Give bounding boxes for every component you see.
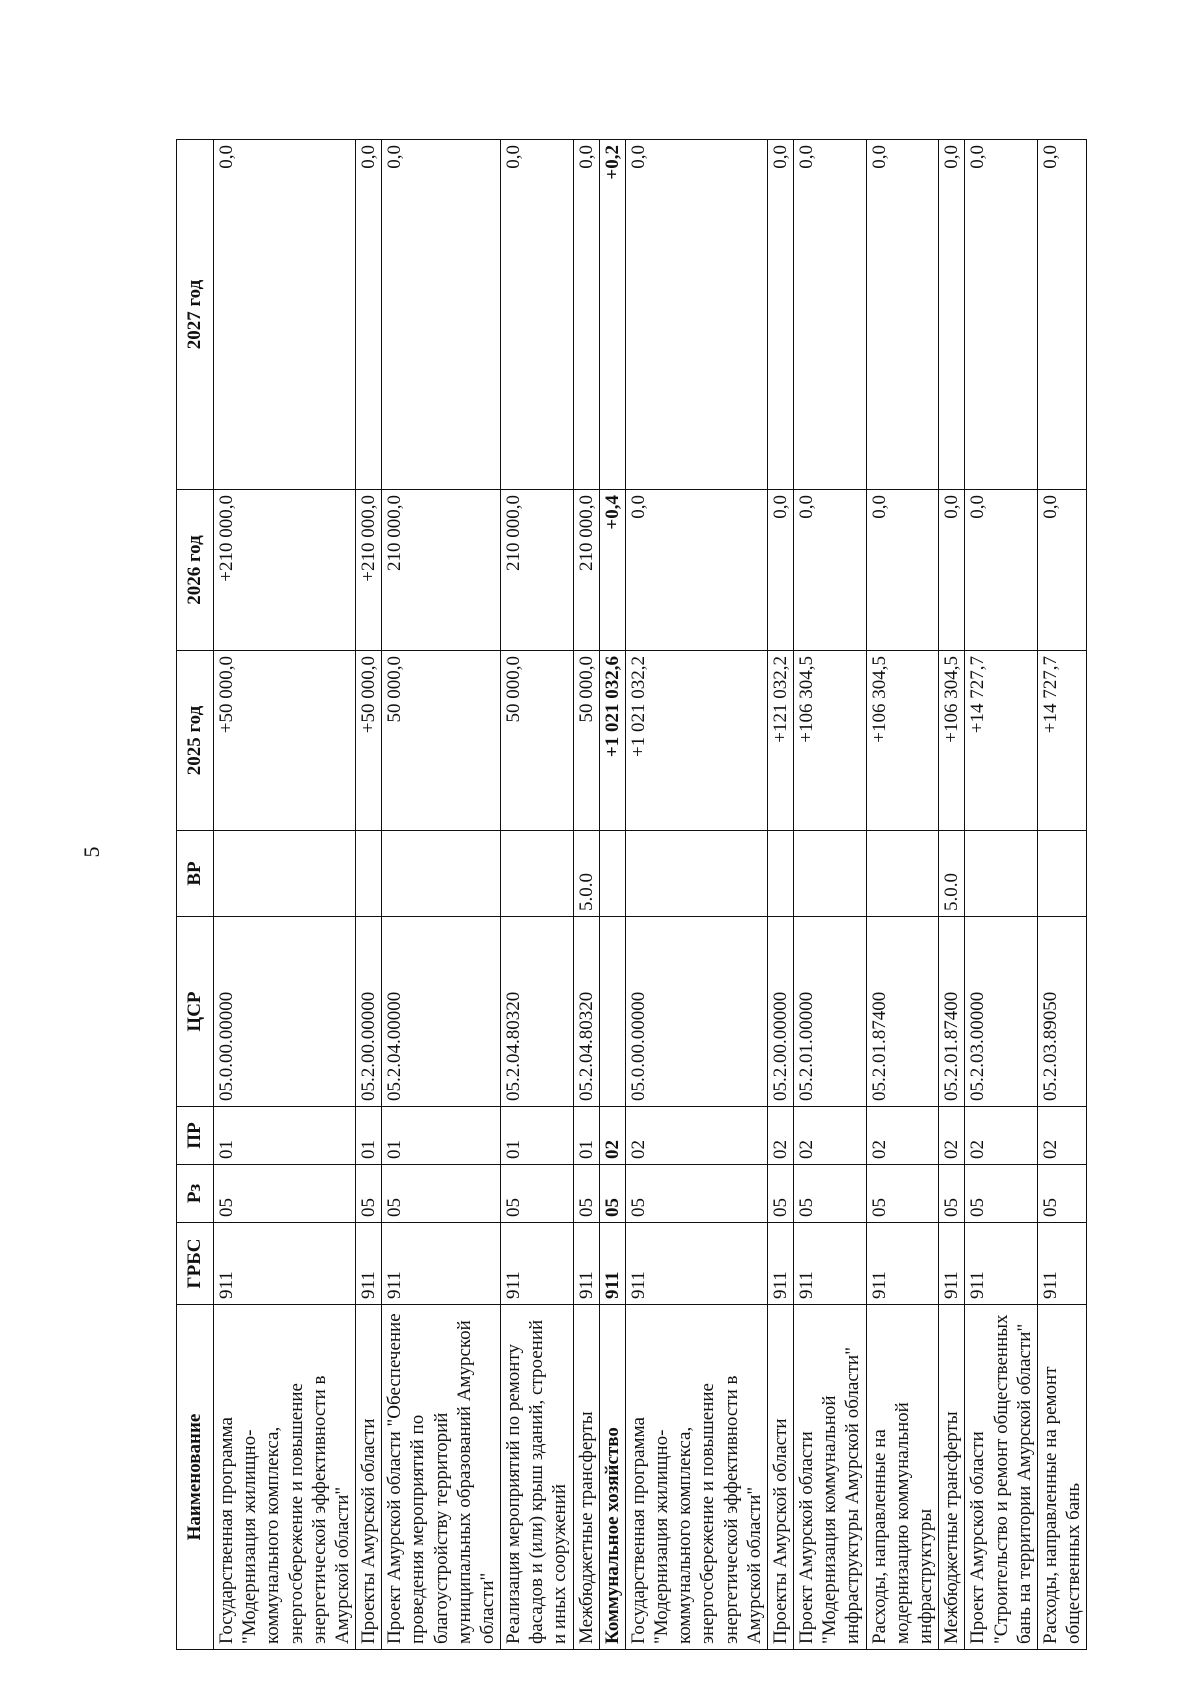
table-row [767,140,793,1650]
cell-2026: 0,0 [866,490,939,651]
cell-name: Государственная программа "Модернизация жилищно-коммунального комплекса, энергосбережение и повышение энергетической эффективности в Амурской области" [625,1305,767,1650]
header-pr: ПР [177,1107,214,1165]
cell-vr [214,831,356,917]
cell-2026: +210 000,0 [356,490,382,651]
table-row [965,140,1038,1650]
budget-table [176,139,1087,1650]
cell-grbs: 911 [356,1223,382,1305]
cell-2026: 0,0 [625,490,767,651]
cell-2025: +106 304,5 [939,651,965,831]
cell-vr [382,831,501,917]
cell-pr: 01 [501,1107,574,1165]
cell-2027: 0,0 [573,140,599,490]
cell-grbs: 911 [625,1223,767,1305]
cell-rz: 05 [767,1165,793,1223]
cell-pr: 02 [625,1107,767,1165]
cell-2025: 50 000,0 [573,651,599,831]
cell-2025: +106 304,5 [794,651,867,831]
cell-grbs: 911 [501,1223,574,1305]
cell-vr [599,831,625,917]
table-row [382,140,501,1650]
table-row [866,140,939,1650]
cell-grbs: 911 [599,1223,625,1305]
cell-name: Государственная программа "Модернизация жилищно-коммунального комплекса, энергосбережение и повышение энергетической эффективности в Амурской области" [214,1305,356,1650]
cell-pr: 01 [573,1107,599,1165]
cell-2025: +50 000,0 [356,651,382,831]
cell-2026: 210 000,0 [382,490,501,651]
cell-csr: 05.0.00.00000 [625,917,767,1107]
cell-vr [501,831,574,917]
table-row [599,140,625,1650]
cell-vr [794,831,867,917]
cell-csr: 05.2.01.87400 [939,917,965,1107]
cell-2027: 0,0 [501,140,574,490]
cell-pr: 02 [599,1107,625,1165]
cell-csr: 05.2.03.00000 [965,917,1038,1107]
cell-vr [866,831,939,917]
cell-vr [767,831,793,917]
cell-rz: 05 [625,1165,767,1223]
cell-grbs: 911 [965,1223,1038,1305]
cell-name: Расходы, направленные на модернизацию коммунальной инфраструктуры [866,1305,939,1650]
cell-csr: 05.2.01.87400 [866,917,939,1107]
cell-pr: 01 [382,1107,501,1165]
cell-name: Проект Амурской области "Модернизация коммунальной инфраструктуры Амурской области" [794,1305,867,1650]
cell-vr [356,831,382,917]
cell-2027: 0,0 [965,140,1038,490]
cell-name: Проект Амурской области "Строительство и ремонт общественных бань на территории Амурской области" [965,1305,1038,1650]
cell-2027: 0,0 [625,140,767,490]
cell-pr: 01 [214,1107,356,1165]
cell-2027: 0,0 [767,140,793,490]
cell-2025: +106 304,5 [866,651,939,831]
cell-name: Реализация мероприятий по ремонту фасадов и (или) крыш зданий, строений и иных сооружений [501,1305,574,1650]
cell-rz: 05 [794,1165,867,1223]
header-csr: ЦСР [177,917,214,1107]
cell-2025: +1 021 032,6 [599,651,625,831]
cell-rz: 05 [939,1165,965,1223]
header-2025: 2025 год [177,651,214,831]
cell-rz: 05 [356,1165,382,1223]
cell-2025: 50 000,0 [382,651,501,831]
cell-pr: 02 [794,1107,867,1165]
header-rz: Рз [177,1165,214,1223]
cell-2025: +121 032,2 [767,651,793,831]
table-row [625,140,767,1650]
header-name: Наименование [177,1305,214,1650]
cell-grbs: 911 [939,1223,965,1305]
cell-grbs: 911 [382,1223,501,1305]
cell-2025: +14 727,7 [1037,651,1086,831]
cell-name: Межбюджетные трансферты [573,1305,599,1650]
cell-2027: 0,0 [214,140,356,490]
header-2026: 2026 год [177,490,214,651]
cell-rz: 05 [382,1165,501,1223]
cell-rz: 05 [1037,1165,1086,1223]
cell-name: Проекты Амурской области [767,1305,793,1650]
cell-rz: 05 [573,1165,599,1223]
cell-vr: 5.0.0 [939,831,965,917]
cell-vr [965,831,1038,917]
cell-2026: +210 000,0 [214,490,356,651]
cell-rz: 05 [866,1165,939,1223]
page-number: 5 [79,846,104,858]
cell-pr: 02 [965,1107,1038,1165]
table-row [356,140,382,1650]
cell-pr: 02 [1037,1107,1086,1165]
cell-csr: 05.2.01.00000 [794,917,867,1107]
cell-vr [625,831,767,917]
cell-pr: 02 [866,1107,939,1165]
cell-2027: 0,0 [1037,140,1086,490]
cell-2026: 0,0 [939,490,965,651]
cell-grbs: 911 [767,1223,793,1305]
cell-rz: 05 [599,1165,625,1223]
cell-name: Коммунальное хозяйство [599,1305,625,1650]
cell-csr: 05.0.00.00000 [214,917,356,1107]
cell-pr: 01 [356,1107,382,1165]
cell-csr: 05.2.03.89050 [1037,917,1086,1107]
cell-pr: 02 [767,1107,793,1165]
table-body [214,140,1087,1650]
cell-rz: 05 [214,1165,356,1223]
table-row [573,140,599,1650]
cell-2026: 210 000,0 [573,490,599,651]
rotated-table-container [176,140,1085,1650]
cell-csr: 05.2.00.00000 [767,917,793,1107]
cell-name: Расходы, направленные на ремонт общественных бань [1037,1305,1086,1650]
table-row [794,140,867,1650]
cell-2026: 210 000,0 [501,490,574,651]
cell-2025: +1 021 032,2 [625,651,767,831]
cell-name: Проекты Амурской области [356,1305,382,1650]
cell-2027: 0,0 [794,140,867,490]
cell-vr [1037,831,1086,917]
cell-rz: 05 [501,1165,574,1223]
cell-2027: 0,0 [866,140,939,490]
cell-grbs: 911 [866,1223,939,1305]
cell-2027: 0,0 [939,140,965,490]
cell-2027: +0,2 [599,140,625,490]
table-row [501,140,574,1650]
header-vr: ВР [177,831,214,917]
cell-2026: 0,0 [1037,490,1086,651]
cell-name: Проект Амурской области "Обеспечение проведения мероприятий по благоустройству территорий муниципальных образований Амурской области" [382,1305,501,1650]
table-header-row [177,140,214,1650]
table-row [939,140,965,1650]
cell-2026: +0,4 [599,490,625,651]
cell-grbs: 911 [1037,1223,1086,1305]
cell-2026: 0,0 [794,490,867,651]
cell-csr [599,917,625,1107]
cell-csr: 05.2.04.80320 [573,917,599,1107]
cell-csr: 05.2.04.80320 [501,917,574,1107]
cell-2025: 50 000,0 [501,651,574,831]
cell-name: Межбюджетные трансферты [939,1305,965,1650]
cell-2026: 0,0 [767,490,793,651]
cell-csr: 05.2.04.00000 [382,917,501,1107]
cell-vr: 5.0.0 [573,831,599,917]
cell-grbs: 911 [214,1223,356,1305]
table-row [214,140,356,1650]
cell-pr: 02 [939,1107,965,1165]
table-row [1037,140,1086,1650]
cell-2027: 0,0 [356,140,382,490]
cell-2025: +14 727,7 [965,651,1038,831]
header-2027: 2027 год [177,140,214,490]
cell-2027: 0,0 [382,140,501,490]
cell-2025: +50 000,0 [214,651,356,831]
header-grbs: ГРБС [177,1223,214,1305]
cell-csr: 05.2.00.00000 [356,917,382,1107]
cell-rz: 05 [965,1165,1038,1223]
cell-grbs: 911 [573,1223,599,1305]
cell-2026: 0,0 [965,490,1038,651]
cell-grbs: 911 [794,1223,867,1305]
